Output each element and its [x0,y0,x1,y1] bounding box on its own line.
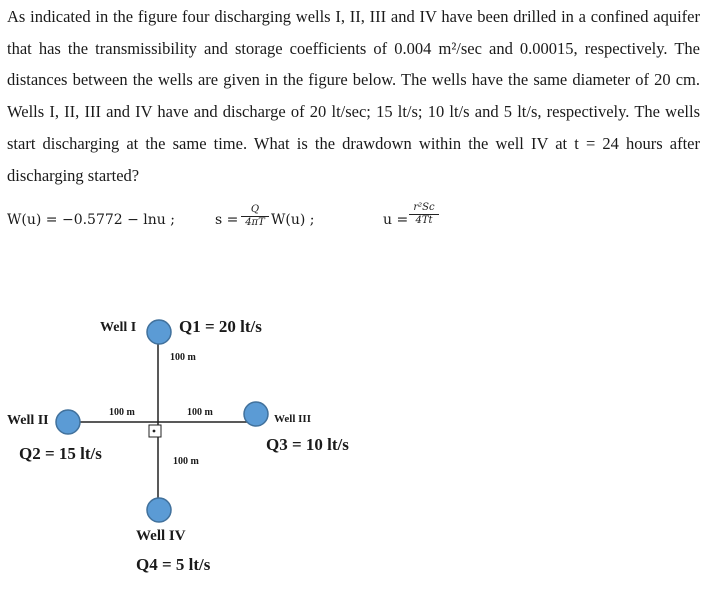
distance-right-label: 100 m [187,407,213,418]
well-4-circle [147,498,171,522]
well-layout-drawing [0,300,720,589]
well-function-formula: W(u) = −0.5772 − lnu ; [7,212,175,228]
problem-statement: As indicated in the figure four discharging wells I, II, III and IV have been drilled in a confined aquifer that has the transmissibility and storage coefficients of 0.004 m²/sec and 0.00015, respectively. The distances between the wells are given in the figure below. The wells have the same diameter of 20 cm. Wells I, II, III and IV have and discharge of 20 lt/sec; 15 lt/s; 10 lt/s and 5 lt/s, respectively. The wells start discharging at the same time. What is the drawdown within the well IV at t = 24 hours after discharging started? [7,7,700,185]
well-1-label: Well I [100,320,137,335]
u-fraction-numerator: r²Sc [409,202,439,215]
formula-row [7,203,707,243]
distance-bottom-label: 100 m [173,456,199,467]
u-formula-lhs: u = [383,212,409,228]
distance-top-label: 100 m [170,352,196,363]
q1-label: Q1 = 20 lt/s [179,317,262,336]
well-3-circle [244,402,268,426]
u-fraction [409,202,439,227]
u-fraction-denominator: 4Tt [415,215,433,226]
q4-label: Q4 = 5 lt/s [136,555,211,574]
drawdown-fraction-denominator: 4πT [245,217,265,228]
well-1-circle [147,320,171,344]
drawdown-fraction-numerator: Q [241,204,269,217]
drawdown-formula-rhs: W(u) ; [271,212,315,228]
drawdown-formula-lhs: s = [215,212,239,228]
distance-left-label: 100 m [109,407,135,418]
well-4-label: Well IV [136,528,186,544]
right-angle-dot [153,430,156,433]
q2-label: Q2 = 15 lt/s [19,444,102,463]
drawdown-fraction [241,204,269,229]
well-2-circle [56,410,80,434]
well-3-label: Well III [274,413,311,425]
well-layout-diagram [0,300,720,589]
well-2-label: Well II [7,413,49,428]
q3-label: Q3 = 10 lt/s [266,435,349,454]
